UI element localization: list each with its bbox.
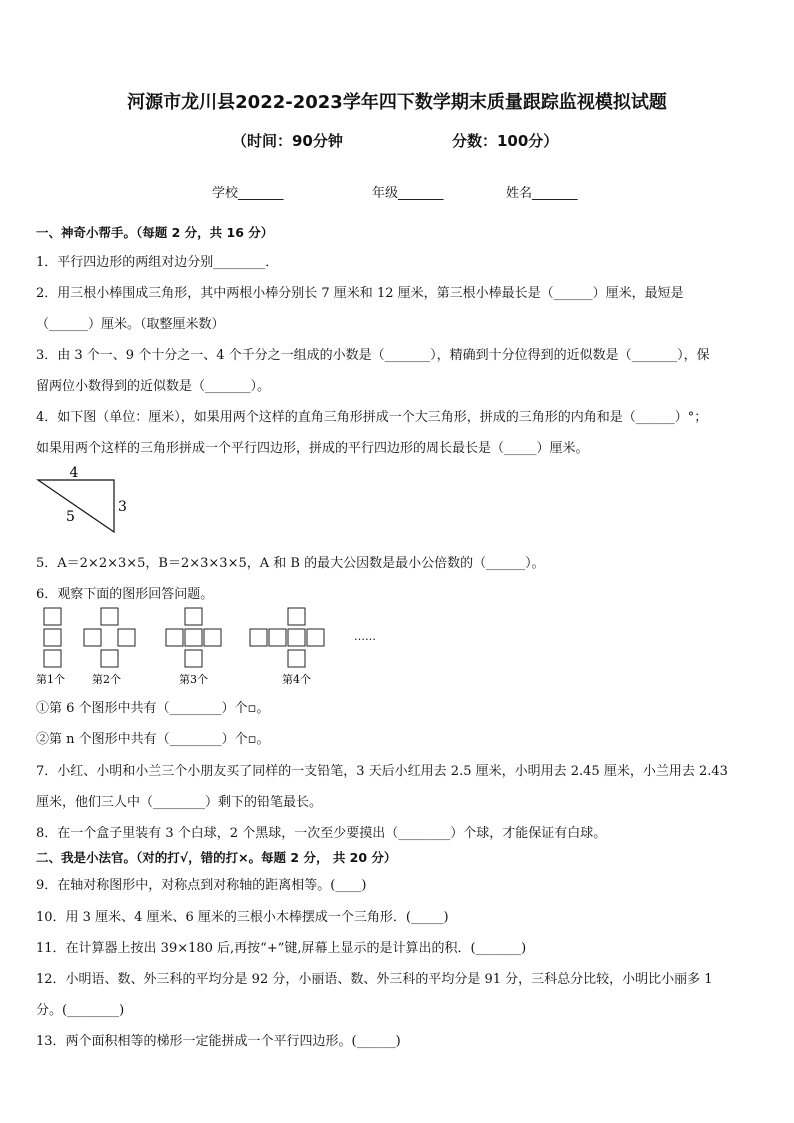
exam-time: （时间：90分钟	[232, 132, 343, 150]
question-4-line-1: 4．如下图（单位：厘米），如果用两个这样的直角三角形拼成一个大三角形，拼成的三角形的内角和是（______）°；	[36, 410, 708, 425]
pattern-square	[101, 608, 118, 625]
exam-score: 分数：100分）	[452, 132, 559, 150]
triangle-hyp-label: 5	[66, 509, 75, 525]
question-10: 10．用 3 厘米、4 厘米、6 厘米的三根小木棒摆成一个三角形．(_____)	[36, 910, 449, 925]
section-2-heading: 二、我是小法官。（对的打√，错的打×。每题 2 分， 共 20 分）	[36, 850, 397, 865]
question-5: 5．A＝2×2×3×5，B＝2×3×3×5，A 和 B 的最大公因数是最小公倍数的（______）。	[36, 556, 545, 571]
question-6-part-1: ①第 6 个图形中共有（________）个▫。	[36, 701, 270, 716]
triangle-right-label: 3	[118, 499, 127, 515]
square-pattern-figure	[36, 604, 396, 688]
question-3-line-2: 留两位小数得到的近似数是（_______）。	[36, 379, 271, 394]
question-6: 6．观察下面的图形回答问题。	[36, 587, 214, 602]
question-3-line-1: 3．由 3 个一、9 个十分之一、4 个千分之一组成的小数是（_______），精确到十分位得到的近似数是（_______），保	[36, 348, 710, 363]
page-title: 河源市龙川县2022-2023学年四下数学期末质量跟踪监视模拟试题	[127, 92, 667, 113]
pattern-square	[44, 650, 61, 667]
pattern-square	[185, 650, 202, 667]
triangle-shape	[38, 480, 114, 532]
pattern-square	[288, 608, 305, 625]
question-8: 8．在一个盒子里装有 3 个白球，2 个黑球，一次至少要摸出（________）个球，才能保证有白球。	[36, 826, 607, 841]
pattern-square	[185, 629, 202, 646]
pattern-square	[84, 629, 101, 646]
name-field: 姓名_______	[506, 186, 578, 201]
right-triangle-figure	[30, 460, 140, 540]
question-12-line-2: 分。(________)	[36, 1003, 125, 1018]
pattern-label-3: 第3个	[179, 673, 208, 686]
pattern-square	[204, 629, 221, 646]
question-4-line-2: 如果用两个这样的三角形拼成一个平行四边形，拼成的平行四边形的周长最长是（_____）厘米。	[36, 441, 589, 456]
pattern-square	[44, 608, 61, 625]
pattern-square	[166, 629, 183, 646]
pattern-square	[269, 629, 286, 646]
pattern-label-1: 第1个	[36, 673, 65, 686]
school-field: 学校_______	[212, 186, 284, 201]
grade-field: 年级_______	[372, 186, 444, 201]
question-2-line-2: （______）厘米。（取整厘米数）	[36, 317, 225, 332]
question-1: 1．平行四边形的两组对边分别________．	[36, 255, 279, 270]
question-9: 9．在轴对称图形中，对称点到对称轴的距离相等。(____)	[36, 878, 367, 893]
pattern-square	[288, 650, 305, 667]
question-2-line-1: 2．用三根小棒围成三角形，其中两根小棒分别长 7 厘米和 12 厘米，第三根小棒最长是（______）厘米，最短是	[36, 286, 684, 301]
question-11: 11．在计算器上按出 39×180 后,再按“+”键,屏幕上显示的是计算出的积．(_______)	[36, 941, 527, 956]
pattern-square	[250, 629, 267, 646]
question-12-line-1: 12．小明语、数、外三科的平均分是 92 分，小丽语、数、外三科的平均分是 91 分，三科总分比较，小明比小丽多 1	[36, 972, 713, 987]
question-7-line-1: 7．小红、小明和小兰三个小朋友买了同样的一支铅笔，3 天后小红用去 2.5 厘米，小明用去 2.45 厘米，小兰用去 2.43	[36, 764, 728, 779]
pattern-ellipsis: ……	[354, 630, 376, 643]
question-7-line-2: 厘米，他们三人中（________）剩下的铅笔最长。	[36, 795, 323, 810]
section-1-heading: 一、神奇小帮手。（每题 2 分，共 16 分）	[36, 225, 274, 240]
pattern-square	[288, 629, 305, 646]
triangle-top-label: 4	[69, 465, 79, 481]
pattern-square	[118, 629, 135, 646]
pattern-square	[44, 629, 61, 646]
question-13: 13．两个面积相等的梯形一定能拼成一个平行四边形。(______)	[36, 1034, 401, 1049]
pattern-square	[101, 650, 118, 667]
question-6-part-2: ②第 n 个图形中共有（________）个▫。	[36, 732, 270, 747]
pattern-label-4: 第4个	[282, 673, 311, 686]
pattern-square	[307, 629, 324, 646]
pattern-square	[185, 608, 202, 625]
pattern-label-2: 第2个	[92, 673, 121, 686]
